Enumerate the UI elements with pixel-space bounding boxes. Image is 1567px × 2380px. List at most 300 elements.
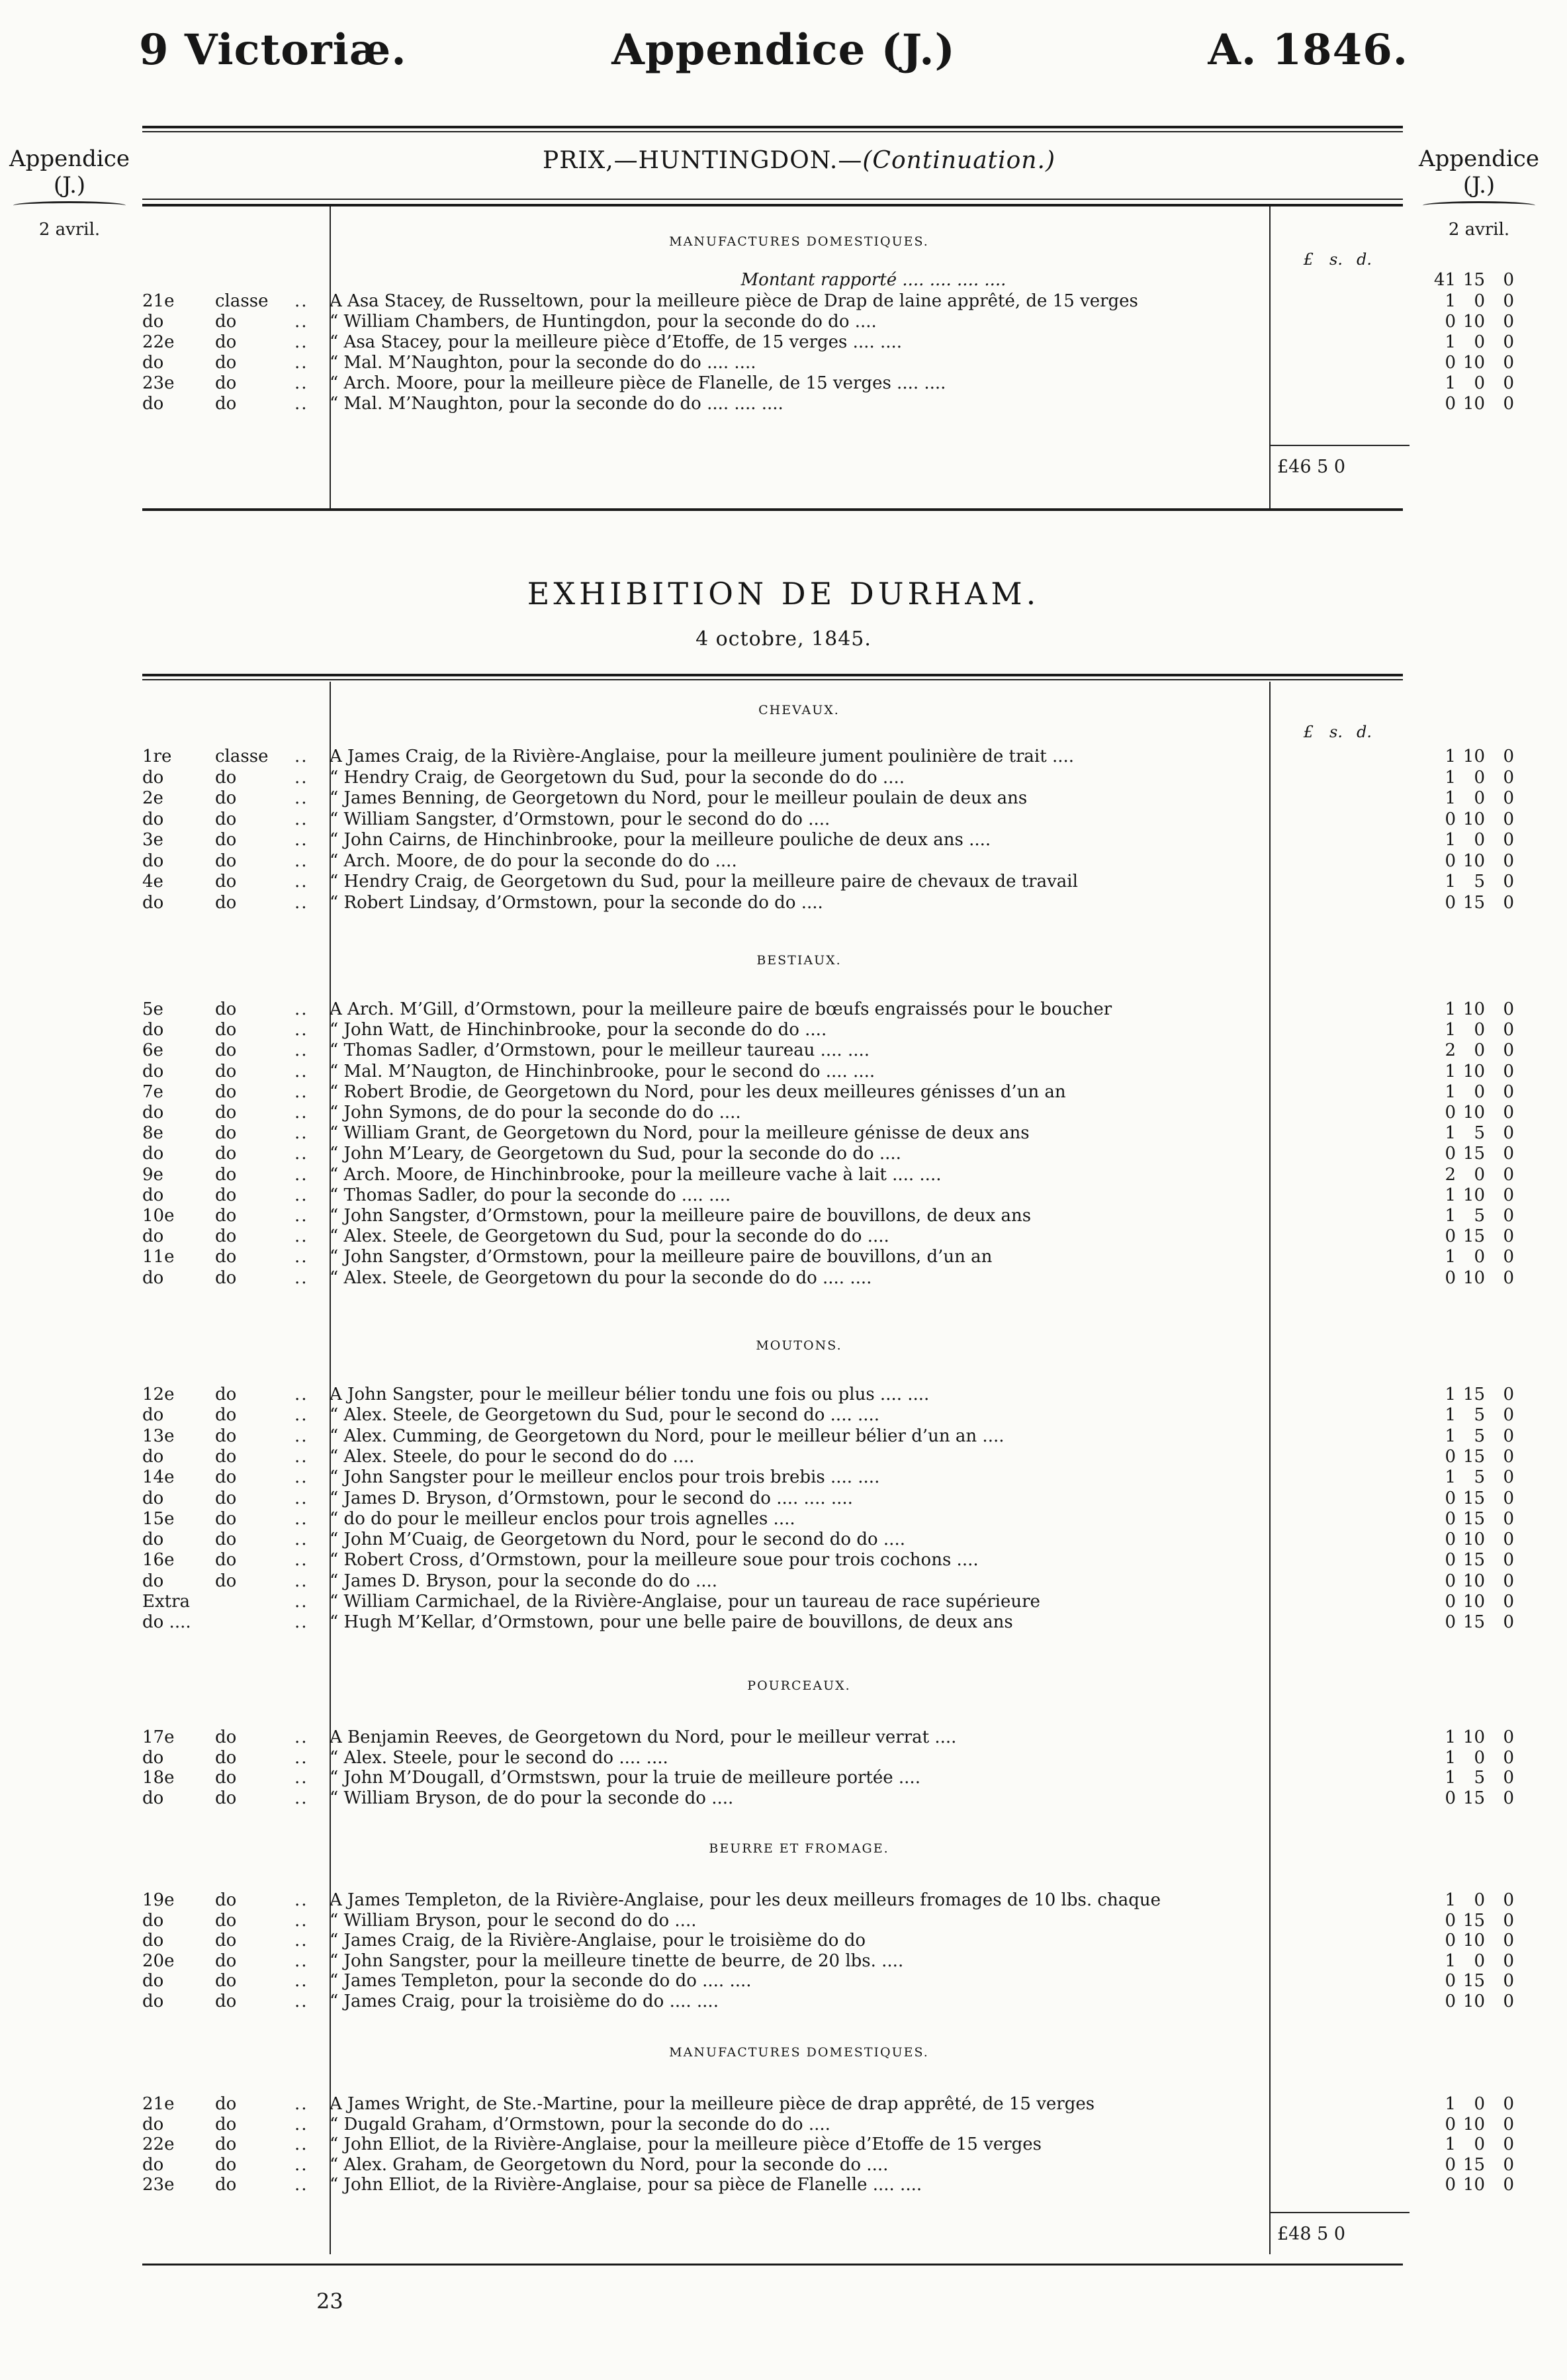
table-row <box>142 1748 1514 1768</box>
class-cell: 23e do <box>142 2175 237 2195</box>
table-row <box>142 2155 1514 2175</box>
class-cell: 21e classe <box>142 291 269 311</box>
leader-dots: .. <box>294 1247 308 1267</box>
table-row <box>142 1385 1514 1404</box>
table-row <box>142 332 1514 352</box>
margin-note-right <box>1416 146 1542 243</box>
table-row <box>142 394 1514 414</box>
header-session: 9 Victoriæ. <box>139 25 407 75</box>
class-cell: do do <box>142 1931 237 1950</box>
prize-amount: 0 10 0 <box>1445 1530 1514 1549</box>
table-row <box>142 1788 1514 1808</box>
leader-dots: .. <box>294 1123 308 1143</box>
class-cell: 2e do <box>142 788 237 808</box>
prix-section-heading: MANUFACTURES DOMESTIQUES. <box>669 234 929 249</box>
leader-dots: .. <box>294 1727 308 1747</box>
prize-amount: 0 15 0 <box>1445 1550 1514 1570</box>
table-row <box>142 1040 1514 1060</box>
prize-amount: 1 5 0 <box>1445 872 1514 892</box>
prize-amount: 2 0 0 <box>1445 1165 1514 1185</box>
leader-dots: .. <box>294 1911 308 1931</box>
table-row <box>142 1530 1514 1549</box>
table-row <box>142 1488 1514 1508</box>
class-cell: do do <box>142 1405 237 1425</box>
class-cell: 23e do <box>142 373 237 393</box>
leader-dots: .. <box>294 1020 308 1040</box>
prize-amount: 1 10 0 <box>1445 1185 1514 1205</box>
prize-description: “ William Sangster, d’Ormstown, pour le second do do .... <box>330 809 830 829</box>
leader-dots: .. <box>294 1612 308 1632</box>
prize-description: “ John Sangster, pour la meilleure tinette de beurre, de 20 lbs. .... <box>330 1951 904 1971</box>
prize-description: “ Arch. Moore, pour la meilleure pièce de Flanelle, de 15 verges .... .... <box>330 373 946 393</box>
table-row <box>142 2094 1514 2114</box>
prix-carried-row <box>142 270 1514 290</box>
page-number: 23 <box>316 2289 343 2314</box>
prize-description: A Benjamin Reeves, de Georgetown du Nord, pour le meilleur verrat .... <box>330 1727 957 1747</box>
leader-dots: .. <box>294 1226 308 1246</box>
section-heading: POURCEAUX. <box>747 1678 851 1693</box>
prize-description: “ William Grant, de Georgetown du Nord, pour la meilleure génisse de deux ans <box>330 1123 1030 1143</box>
prize-amount: 0 15 0 <box>1445 893 1514 913</box>
durham-total: £48 5 0 <box>1277 2224 1346 2244</box>
class-cell: 18e do <box>142 1768 237 1788</box>
leader-dots: .. <box>294 1165 308 1185</box>
leader-dots: .. <box>294 312 308 332</box>
prize-description: “ Alex. Steele, de Georgetown du Sud, pour la seconde do do .... <box>330 1226 889 1246</box>
leader-dots: .. <box>294 1144 308 1164</box>
table-row <box>142 1247 1514 1267</box>
table-row <box>142 851 1514 871</box>
prix-carried-label: Montant rapporté .... .... .... .... <box>740 270 1007 290</box>
class-cell: 6e do <box>142 1040 237 1060</box>
leader-dots: .. <box>294 872 308 892</box>
class-cell: 14e do <box>142 1467 237 1487</box>
table-row <box>142 872 1514 892</box>
leader-dots: .. <box>294 809 308 829</box>
class-cell: do do <box>142 1971 237 1991</box>
prize-description: “ John Elliot, de la Rivière-Anglaise, pour la meilleure pièce d’Etoffe de 15 verges <box>330 2134 1042 2154</box>
leader-dots: .. <box>294 1385 308 1404</box>
prix-carried-amount: 41 15 0 <box>1433 270 1514 290</box>
leader-dots: .. <box>294 1951 308 1971</box>
class-cell: 4e do <box>142 872 237 892</box>
prize-description: “ James Benning, de Georgetown du Nord, pour le meilleur poulain de deux ans <box>330 788 1028 808</box>
class-cell: do do <box>142 312 237 332</box>
table-row <box>142 1550 1514 1570</box>
leader-dots: .. <box>294 1405 308 1425</box>
prize-amount: 1 15 0 <box>1445 1385 1514 1404</box>
prize-description: “ James Templeton, pour la seconde do do .... .... <box>330 1971 752 1991</box>
leader-dots: .. <box>294 1931 308 1950</box>
leader-dots: .. <box>294 1509 308 1529</box>
prize-amount: 0 15 0 <box>1445 1788 1514 1808</box>
prize-amount: 1 10 0 <box>1445 1727 1514 1747</box>
prize-description: “ Mal. M’Naughton, pour la seconde do do .... .... <box>330 353 756 373</box>
table-row <box>142 999 1514 1019</box>
prize-amount: 0 10 0 <box>1445 1571 1514 1591</box>
prize-description: “ John Watt, de Hinchinbrooke, pour la seconde do do .... <box>330 1020 827 1040</box>
class-cell: do do <box>142 809 237 829</box>
class-cell: do do <box>142 1226 237 1246</box>
prize-description: A Asa Stacey, de Russeltown, pour la meilleure pièce de Drap de laine apprêté, de 15 verges <box>330 291 1138 311</box>
prize-description: “ John Sangster, d’Ormstown, pour la meilleure paire de bouvillons, de deux ans <box>330 1206 1032 1226</box>
prize-description: “ John M’Dougall, d’Ormstswn, pour la truie de meilleure portée .... <box>330 1768 920 1788</box>
class-cell: do do <box>142 1530 237 1549</box>
prize-amount: 1 0 0 <box>1445 332 1514 352</box>
class-cell: do do <box>142 1911 237 1931</box>
table-row <box>142 373 1514 393</box>
prix-title-continuation: (Continuation.) <box>862 147 1055 174</box>
table-row <box>142 1226 1514 1246</box>
prize-description: “ Robert Brodie, de Georgetown du Nord, pour les deux meilleures génisses d’un an <box>330 1082 1066 1102</box>
prize-amount: 1 0 0 <box>1445 768 1514 788</box>
leader-dots: .. <box>294 1550 308 1570</box>
prize-amount: 0 10 0 <box>1445 1592 1514 1612</box>
prize-description: “ Hendry Craig, de Georgetown du Sud, pour la seconde do do .... <box>330 768 905 788</box>
prize-amount: 0 15 0 <box>1445 1911 1514 1931</box>
durham-rule-1 <box>142 674 1403 676</box>
table-row <box>142 2134 1514 2154</box>
prize-amount: 0 10 0 <box>1445 1103 1514 1122</box>
prize-description: A John Sangster, pour le meilleur bélier tondu une fois ou plus .... .... <box>330 1385 930 1404</box>
leader-dots: .. <box>294 1571 308 1591</box>
table-row <box>142 1727 1514 1747</box>
leader-dots: .. <box>294 291 308 311</box>
prize-amount: 0 10 0 <box>1445 394 1514 414</box>
section-heading: MOUTONS. <box>756 1338 842 1353</box>
class-cell: do do <box>142 893 237 913</box>
durham-rule-2 <box>142 679 1403 680</box>
margin-date: 2 avril. <box>1448 220 1510 240</box>
prize-amount: 1 0 0 <box>1445 1748 1514 1768</box>
table-row <box>142 1062 1514 1081</box>
class-cell: do .... <box>142 1612 191 1632</box>
prize-description: “ Asa Stacey, pour la meilleure pièce d’Etoffe, de 15 verges .... .... <box>330 332 903 352</box>
margin-brace <box>1423 201 1535 210</box>
prize-amount: 0 10 0 <box>1445 312 1514 332</box>
prize-amount: 1 0 0 <box>1445 2094 1514 2114</box>
class-cell: 10e do <box>142 1206 237 1226</box>
class-cell: 3e do <box>142 830 237 850</box>
margin-label-line2: (J.) <box>1462 172 1496 199</box>
margin-label-line1: Appendice <box>9 146 130 172</box>
header-year: A. 1846. <box>1208 25 1408 75</box>
table-row <box>142 353 1514 373</box>
table-row <box>142 1405 1514 1425</box>
footer-rule <box>142 2264 1403 2266</box>
prize-amount: 1 0 0 <box>1445 1082 1514 1102</box>
prize-description: “ James D. Bryson, pour la seconde do do .... <box>330 1571 718 1591</box>
prize-description: A James Wright, de Ste.-Martine, pour la meilleure pièce de drap apprêté, de 15 verges <box>330 2094 1095 2114</box>
prize-description: “ Arch. Moore, de Hinchinbrooke, pour la meilleure vache à lait .... .... <box>330 1165 942 1185</box>
table-row <box>142 809 1514 829</box>
class-cell: 17e do <box>142 1727 237 1747</box>
leader-dots: .. <box>294 2134 308 2154</box>
table-row <box>142 1123 1514 1143</box>
durham-title: EXHIBITION DE DURHAM. <box>527 576 1040 612</box>
class-cell: 22e do <box>142 2134 237 2154</box>
prize-description: “ Thomas Sadler, do pour la seconde do .... .... <box>330 1185 731 1205</box>
prize-description: “ Robert Cross, d’Ormstown, pour la meilleure soue pour trois cochons .... <box>330 1550 979 1570</box>
leader-dots: .. <box>294 893 308 913</box>
prize-description: A James Craig, de la Rivière-Anglaise, pour la meilleure jument poulinière de trait .... <box>330 747 1075 766</box>
leader-dots: .. <box>294 1890 308 1910</box>
prize-description: “ Alex. Graham, de Georgetown du Nord, pour la seconde do .... <box>330 2155 889 2175</box>
class-cell: do do <box>142 1748 237 1768</box>
prize-description: “ James Craig, pour la troisième do do .... .... <box>330 1991 719 2011</box>
class-cell: do do <box>142 1788 237 1808</box>
prize-description: “ John M’Cuaig, de Georgetown du Nord, pour le second do do .... <box>330 1530 905 1549</box>
table-row <box>142 2175 1514 2195</box>
prize-description: “ John Cairns, de Hinchinbrooke, pour la meilleure pouliche de deux ans .... <box>330 830 991 850</box>
prize-amount: 0 10 0 <box>1445 1268 1514 1288</box>
prize-description: “ John Sangster, d’Ormstown, pour la meilleure paire de bouvillons, d’un an <box>330 1247 993 1267</box>
leader-dots: .. <box>294 1788 308 1808</box>
prize-description: “ Alex. Steele, de Georgetown du Sud, pour le second do .... .... <box>330 1405 880 1425</box>
section-heading: BEURRE ET FROMAGE. <box>709 1841 889 1856</box>
prize-description: “ Alex. Steele, pour le second do .... .... <box>330 1748 668 1768</box>
prize-amount: 1 0 0 <box>1445 1951 1514 1971</box>
table-row <box>142 1103 1514 1122</box>
class-cell: 5e do <box>142 999 237 1019</box>
prize-amount: 1 0 0 <box>1445 291 1514 311</box>
prize-amount: 1 5 0 <box>1445 1426 1514 1446</box>
leader-dots: .. <box>294 788 308 808</box>
prize-description: “ Hendry Craig, de Georgetown du Sud, pour la meilleure paire de chevaux de travail <box>330 872 1078 892</box>
leader-dots: .. <box>294 1268 308 1288</box>
prize-description: “ Alex. Cumming, de Georgetown du Nord, pour le meilleur bélier d’un an .... <box>330 1426 1005 1446</box>
class-cell: Extra <box>142 1592 191 1612</box>
table-row <box>142 312 1514 332</box>
prize-description: “ do do pour le meilleur enclos pour trois agnelles .... <box>330 1509 795 1529</box>
leader-dots: .. <box>294 1488 308 1508</box>
prize-description: A Arch. M’Gill, d’Ormstown, pour la meilleure paire de bœufs engraissés pour le boucher <box>330 999 1112 1019</box>
leader-dots: .. <box>294 1447 308 1467</box>
prize-description: “ Dugald Graham, d’Ormstown, pour la seconde do do .... <box>330 2115 830 2134</box>
table-row <box>142 1890 1514 1910</box>
leader-dots: .. <box>294 1040 308 1060</box>
prize-amount: 1 0 0 <box>1445 2134 1514 2154</box>
class-cell: 15e do <box>142 1509 237 1529</box>
prize-description: “ William Carmichael, de la Rivière-Anglaise, pour un taureau de race supérieure <box>330 1592 1040 1612</box>
table-row <box>142 1206 1514 1226</box>
leader-dots: .. <box>294 1467 308 1487</box>
leader-dots: .. <box>294 1103 308 1122</box>
prize-amount: 1 10 0 <box>1445 999 1514 1019</box>
class-cell: do do <box>142 1268 237 1288</box>
class-cell: 12e do <box>142 1385 237 1404</box>
prize-description: “ William Bryson, pour le second do do .... <box>330 1911 697 1931</box>
leader-dots: .. <box>294 830 308 850</box>
prize-amount: 0 10 0 <box>1445 1991 1514 2011</box>
table-row <box>142 1185 1514 1205</box>
prix-rule-bottom <box>142 508 1403 511</box>
prize-amount: 1 5 0 <box>1445 1123 1514 1143</box>
durham-lsd-header: £ s. d. <box>1303 723 1372 741</box>
table-row <box>142 1144 1514 1164</box>
table-row <box>142 1165 1514 1185</box>
prize-amount: 0 15 0 <box>1445 2155 1514 2175</box>
table-row <box>142 893 1514 913</box>
prize-amount: 0 15 0 <box>1445 1971 1514 1991</box>
prix-total: £46 5 0 <box>1277 457 1346 477</box>
prize-amount: 1 0 0 <box>1445 788 1514 808</box>
leader-dots: .. <box>294 2115 308 2134</box>
class-cell: do do <box>142 2155 237 2175</box>
leader-dots: .. <box>294 373 308 393</box>
margin-brace <box>13 201 126 210</box>
class-cell: do do <box>142 353 237 373</box>
leader-dots: .. <box>294 394 308 414</box>
leader-dots: .. <box>294 1971 308 1991</box>
leader-dots: .. <box>294 2155 308 2175</box>
class-cell: do do <box>142 394 237 414</box>
table-row <box>142 2115 1514 2134</box>
prize-amount: 0 15 0 <box>1445 1447 1514 1467</box>
class-cell: do do <box>142 1020 237 1040</box>
prize-amount: 1 5 0 <box>1445 1768 1514 1788</box>
section-heading: MANUFACTURES DOMESTIQUES. <box>669 2045 929 2060</box>
table-row <box>142 1447 1514 1467</box>
table-row <box>142 1991 1514 2011</box>
class-cell: 21e do <box>142 2094 237 2114</box>
margin-note-left <box>7 146 132 243</box>
header-rule-top <box>142 126 1403 128</box>
prize-amount: 0 15 0 <box>1445 1226 1514 1246</box>
section-heading: CHEVAUX. <box>758 703 840 717</box>
prize-description: “ John Symons, de do pour la seconde do do .... <box>330 1103 741 1122</box>
prize-amount: 0 10 0 <box>1445 1931 1514 1950</box>
prize-amount: 1 10 0 <box>1445 1062 1514 1081</box>
prize-description: “ Alex. Steele, do pour le second do do .... <box>330 1447 695 1467</box>
prize-description: “ Hugh M’Kellar, d’Ormstown, pour une belle paire de bouvillons, de deux ans <box>330 1612 1013 1632</box>
prize-amount: 0 10 0 <box>1445 2175 1514 2195</box>
table-row <box>142 291 1514 311</box>
class-cell: 1re classe <box>142 747 269 766</box>
prix-total-rule <box>1271 445 1410 446</box>
prize-description: “ Arch. Moore, de do pour la seconde do do .... <box>330 851 737 871</box>
table-row <box>142 1768 1514 1788</box>
table-row <box>142 1509 1514 1529</box>
prize-amount: 1 5 0 <box>1445 1405 1514 1425</box>
leader-dots: .. <box>294 768 308 788</box>
table-row <box>142 1467 1514 1487</box>
header-rule-top-thin <box>142 131 1403 132</box>
durham-date: 4 octobre, 1845. <box>695 627 872 651</box>
prix-rule-2 <box>142 204 1403 206</box>
table-row <box>142 788 1514 808</box>
leader-dots: .. <box>294 1991 308 2011</box>
class-cell: do do <box>142 2115 237 2134</box>
table-row <box>142 1426 1514 1446</box>
class-cell: do do <box>142 1185 237 1205</box>
prize-description: “ Robert Lindsay, d’Ormstown, pour la seconde do do .... <box>330 893 823 913</box>
header-appendix: Appendice (J.) <box>611 25 956 75</box>
leader-dots: .. <box>294 747 308 766</box>
margin-date: 2 avril. <box>38 220 101 240</box>
table-row <box>142 1911 1514 1931</box>
table-row <box>142 768 1514 788</box>
leader-dots: .. <box>294 851 308 871</box>
table-row <box>142 1612 1514 1632</box>
leader-dots: .. <box>294 353 308 373</box>
class-cell: 13e do <box>142 1426 237 1446</box>
leader-dots: .. <box>294 1592 308 1612</box>
class-cell: do do <box>142 1144 237 1164</box>
table-row <box>142 747 1514 766</box>
leader-dots: .. <box>294 2094 308 2114</box>
table-row <box>142 1020 1514 1040</box>
prize-description: A James Templeton, de la Rivière-Anglaise, pour les deux meilleurs fromages de 10 lbs. chaque <box>330 1890 1161 1910</box>
prize-amount: 1 0 0 <box>1445 830 1514 850</box>
table-row <box>142 1571 1514 1591</box>
prix-lsd-header: £ s. d. <box>1303 250 1372 269</box>
leader-dots: .. <box>294 1082 308 1102</box>
prize-description: “ James D. Bryson, d’Ormstown, pour le second do .... .... .... <box>330 1488 853 1508</box>
prize-amount: 0 15 0 <box>1445 1488 1514 1508</box>
margin-label-line2: (J.) <box>53 172 86 199</box>
class-cell: do do <box>142 1571 237 1591</box>
class-cell: do do <box>142 1062 237 1081</box>
prix-title <box>331 147 1267 174</box>
prize-amount: 0 15 0 <box>1445 1509 1514 1529</box>
table-row <box>142 1951 1514 1971</box>
prize-amount: 0 15 0 <box>1445 1612 1514 1632</box>
class-cell: 8e do <box>142 1123 237 1143</box>
table-row <box>142 1268 1514 1288</box>
leader-dots: .. <box>294 1530 308 1549</box>
leader-dots: .. <box>294 1768 308 1788</box>
prize-description: “ Mal. M’Naughton, pour la seconde do do .... .... .... <box>330 394 784 414</box>
prize-amount: 1 5 0 <box>1445 1206 1514 1226</box>
class-cell: do do <box>142 768 237 788</box>
prize-description: “ Mal. M’Naugton, de Hinchinbrooke, pour le second do .... .... <box>330 1062 875 1081</box>
prize-description: “ John Sangster pour le meilleur enclos pour trois brebis .... .... <box>330 1467 880 1487</box>
prize-description: “ Alex. Steele, de Georgetown du pour la seconde do do .... .... <box>330 1268 872 1288</box>
leader-dots: .. <box>294 1185 308 1205</box>
table-row <box>142 1082 1514 1102</box>
prize-amount: 2 0 0 <box>1445 1040 1514 1060</box>
table-row <box>142 1931 1514 1950</box>
prize-amount: 1 10 0 <box>1445 747 1514 766</box>
class-cell: do do <box>142 1991 237 2011</box>
leader-dots: .. <box>294 1062 308 1081</box>
prize-description: “ William Bryson, de do pour la seconde do .... <box>330 1788 734 1808</box>
prize-amount: 1 0 0 <box>1445 1247 1514 1267</box>
prix-rule-1 <box>142 199 1403 200</box>
prize-amount: 0 10 0 <box>1445 353 1514 373</box>
prize-amount: 1 5 0 <box>1445 1467 1514 1487</box>
section-heading: BESTIAUX. <box>756 953 842 968</box>
prize-description: “ James Craig, de la Rivière-Anglaise, pour le troisième do do <box>330 1931 866 1950</box>
prize-description: “ William Chambers, de Huntingdon, pour la seconde do do .... <box>330 312 877 332</box>
class-cell: 9e do <box>142 1165 237 1185</box>
class-cell: 7e do <box>142 1082 237 1102</box>
table-row <box>142 830 1514 850</box>
leader-dots: .. <box>294 1206 308 1226</box>
prize-amount: 0 10 0 <box>1445 2115 1514 2134</box>
leader-dots: .. <box>294 1426 308 1446</box>
prize-amount: 0 15 0 <box>1445 1144 1514 1164</box>
prize-description: “ John Elliot, de la Rivière-Anglaise, pour sa pièce de Flanelle .... .... <box>330 2175 922 2195</box>
table-row <box>142 1592 1514 1612</box>
durham-total-rule <box>1271 2212 1410 2213</box>
prize-amount: 1 0 0 <box>1445 1020 1514 1040</box>
leader-dots: .. <box>294 2175 308 2195</box>
class-cell: do do <box>142 1488 237 1508</box>
class-cell: do do <box>142 851 237 871</box>
prize-amount: 1 0 0 <box>1445 373 1514 393</box>
